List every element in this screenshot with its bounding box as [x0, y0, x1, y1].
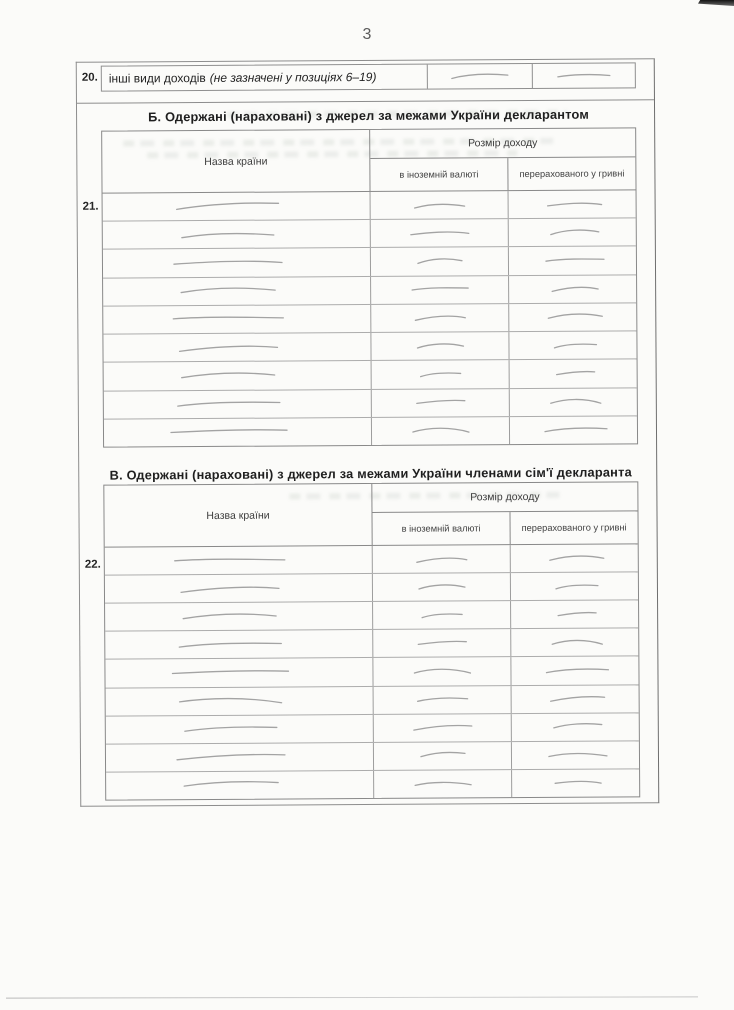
handwritten-dash [555, 369, 595, 379]
handwritten-dash [178, 639, 282, 650]
cell-country [103, 277, 371, 306]
table-row [105, 601, 638, 632]
section-v-rows [105, 544, 640, 799]
cell-foreign-currency [373, 545, 511, 573]
row-20-foreign-currency-cell [428, 64, 533, 89]
handwritten-dash [414, 312, 466, 324]
handwritten-dash [421, 610, 463, 620]
handwritten-dash [178, 695, 282, 707]
section-b-table [101, 127, 638, 447]
cell-country [103, 333, 371, 362]
handwritten-dash [172, 258, 282, 269]
cell-foreign-currency [371, 304, 509, 332]
handwritten-dash [549, 693, 605, 704]
handwritten-dash [180, 229, 274, 241]
col-header-foreign-currency: в іноземній валюті [370, 158, 508, 191]
handwritten-dash [546, 199, 602, 209]
cell-foreign-currency [374, 770, 512, 798]
table-row [103, 190, 636, 221]
handwritten-dash [413, 200, 465, 211]
handwritten-dash [544, 255, 604, 266]
cell-foreign-currency [372, 389, 510, 417]
row-20-hryvnia-cell [533, 63, 635, 88]
handwritten-dash [557, 609, 597, 619]
cell-foreign-currency [373, 601, 511, 629]
handwritten-dash [554, 581, 598, 591]
handwritten-dash [451, 71, 509, 81]
col-header-hryvnia: перерахованого у гривні [521, 522, 627, 534]
item-22-number: 22. [84, 558, 101, 571]
cell-foreign-currency [373, 573, 511, 601]
handwritten-dash [414, 779, 472, 789]
paper-edge-line [6, 996, 698, 998]
cell-foreign-currency [371, 219, 509, 247]
cell-foreign-currency [371, 276, 509, 304]
cell-hryvnia [512, 685, 639, 713]
table-row [106, 769, 639, 799]
cell-country [106, 687, 374, 716]
table-row [105, 657, 638, 688]
handwritten-dash [412, 722, 472, 733]
cell-foreign-currency [371, 191, 509, 219]
cell-foreign-currency [373, 658, 511, 686]
cell-country [103, 305, 371, 334]
cell-country [105, 658, 373, 687]
table-row [104, 388, 637, 419]
handwritten-dash [419, 369, 461, 379]
row-20-label-note: (не зазначені у позиціях 6–19) [209, 69, 377, 85]
handwritten-dash [181, 370, 276, 382]
cell-hryvnia [509, 275, 636, 303]
handwritten-dash [178, 341, 278, 354]
cell-hryvnia [511, 572, 638, 600]
cell-hryvnia [510, 416, 637, 444]
cell-hryvnia [511, 629, 638, 657]
cell-hryvnia [511, 657, 638, 685]
handwritten-dash [415, 553, 467, 565]
handwritten-dash [554, 778, 602, 789]
cell-hryvnia [509, 190, 636, 218]
handwritten-dash [413, 666, 471, 677]
row-20-label-text: інші види доходів [108, 70, 206, 86]
cell-foreign-currency [371, 332, 509, 360]
handwritten-dash [417, 638, 467, 648]
handwritten-dash [416, 694, 468, 706]
handwritten-dash [547, 750, 607, 760]
row-20-number: 20. [81, 71, 98, 84]
section-b-rows [103, 190, 638, 446]
section-b-table-header [102, 128, 635, 193]
cell-hryvnia [511, 601, 638, 629]
cell-foreign-currency [374, 714, 512, 742]
handwritten-dash [416, 341, 464, 352]
cell-foreign-currency [372, 360, 510, 388]
cell-hryvnia [512, 741, 639, 769]
handwritten-dash [416, 256, 462, 266]
cell-country [105, 630, 373, 659]
handwritten-dash [180, 286, 276, 297]
income-header-group [372, 482, 637, 545]
section-b-title: Б. Одержані (нараховані) з джерел за межами України декларантом [148, 106, 590, 125]
section-divider-line [77, 99, 654, 104]
handwritten-dash [173, 554, 285, 566]
table-row [106, 741, 639, 772]
handwritten-dash [171, 667, 289, 678]
table-row [106, 685, 639, 716]
cell-country [103, 220, 371, 249]
income-subheaders [370, 157, 635, 191]
row-20 [101, 62, 636, 91]
income-subheaders [372, 511, 637, 545]
cell-hryvnia [510, 360, 637, 388]
col-header-foreign-currency: в іноземній валюті [372, 512, 510, 545]
cell-hryvnia [510, 388, 637, 416]
handwritten-dash [183, 780, 279, 791]
col-header-income: Розмір доходу [370, 128, 635, 159]
handwritten-dash [550, 283, 598, 294]
cell-country [105, 574, 373, 603]
cell-foreign-currency [372, 417, 510, 445]
cell-country [105, 602, 373, 631]
table-row [103, 275, 636, 306]
table-row [103, 247, 636, 278]
item-21-number: 21. [82, 200, 99, 213]
handwritten-dash [175, 200, 279, 213]
table-row [103, 219, 636, 250]
cell-country [106, 771, 374, 800]
section-v-table-header [104, 482, 637, 547]
handwritten-dash [545, 665, 609, 677]
cell-hryvnia [511, 544, 638, 572]
handwritten-dash [176, 399, 280, 410]
table-row [104, 416, 637, 446]
col-header-country: Назва країни [102, 130, 370, 193]
handwritten-dash [179, 582, 279, 595]
col-header-country: Назва країни [104, 484, 372, 547]
handwritten-dash [411, 284, 469, 295]
cell-foreign-currency [371, 248, 509, 276]
cell-hryvnia [512, 713, 639, 741]
cell-country [104, 418, 372, 447]
cell-country [103, 248, 371, 277]
row-20-label [102, 65, 428, 91]
form-frame [76, 58, 660, 807]
handwritten-dash [417, 582, 465, 593]
cell-foreign-currency [373, 629, 511, 657]
table-row [105, 629, 638, 660]
handwritten-dash [411, 425, 469, 436]
cell-hryvnia [512, 769, 639, 797]
handwritten-dash [182, 611, 277, 623]
handwritten-dash [172, 313, 284, 325]
income-header-group [370, 128, 635, 191]
cell-country [106, 715, 374, 744]
cell-foreign-currency [374, 742, 512, 770]
handwritten-dash [419, 751, 465, 761]
handwritten-dash [548, 553, 604, 564]
table-row [103, 303, 636, 334]
handwritten-dash [552, 722, 602, 732]
section-v-title: В. Одержані (нараховані) з джерел за межами України членами сім'ї декларанта [109, 464, 632, 483]
handwritten-dash [415, 398, 465, 408]
handwritten-dash [549, 227, 599, 237]
handwritten-dash [175, 751, 285, 763]
handwritten-dash [557, 71, 611, 81]
handwritten-dash [543, 424, 607, 436]
cell-country [106, 743, 374, 772]
handwritten-dash [169, 427, 287, 438]
table-row [104, 360, 637, 391]
cell-foreign-currency [374, 686, 512, 714]
scan-corner-artifact [698, 0, 734, 6]
table-row [103, 331, 636, 362]
cell-country [104, 361, 372, 390]
page-number: 3 [362, 26, 372, 43]
handwritten-dash [409, 228, 469, 238]
cell-country [105, 546, 373, 575]
handwritten-dash [547, 312, 603, 323]
table-row [105, 544, 638, 575]
handwritten-dash [553, 340, 597, 350]
handwritten-dash [549, 396, 601, 407]
handwritten-dash [183, 723, 277, 736]
col-header-hryvnia: перерахованого у гривні [519, 168, 625, 180]
section-v-table [103, 481, 640, 800]
cell-country [103, 192, 371, 221]
table-row [105, 572, 638, 603]
cell-hryvnia [509, 247, 636, 275]
cell-hryvnia [509, 331, 636, 359]
cell-hryvnia [509, 219, 636, 247]
table-row [106, 713, 639, 744]
cell-hryvnia [509, 303, 636, 331]
handwritten-dash [551, 637, 603, 648]
col-header-income: Розмір доходу [372, 482, 637, 513]
cell-country [104, 390, 372, 419]
